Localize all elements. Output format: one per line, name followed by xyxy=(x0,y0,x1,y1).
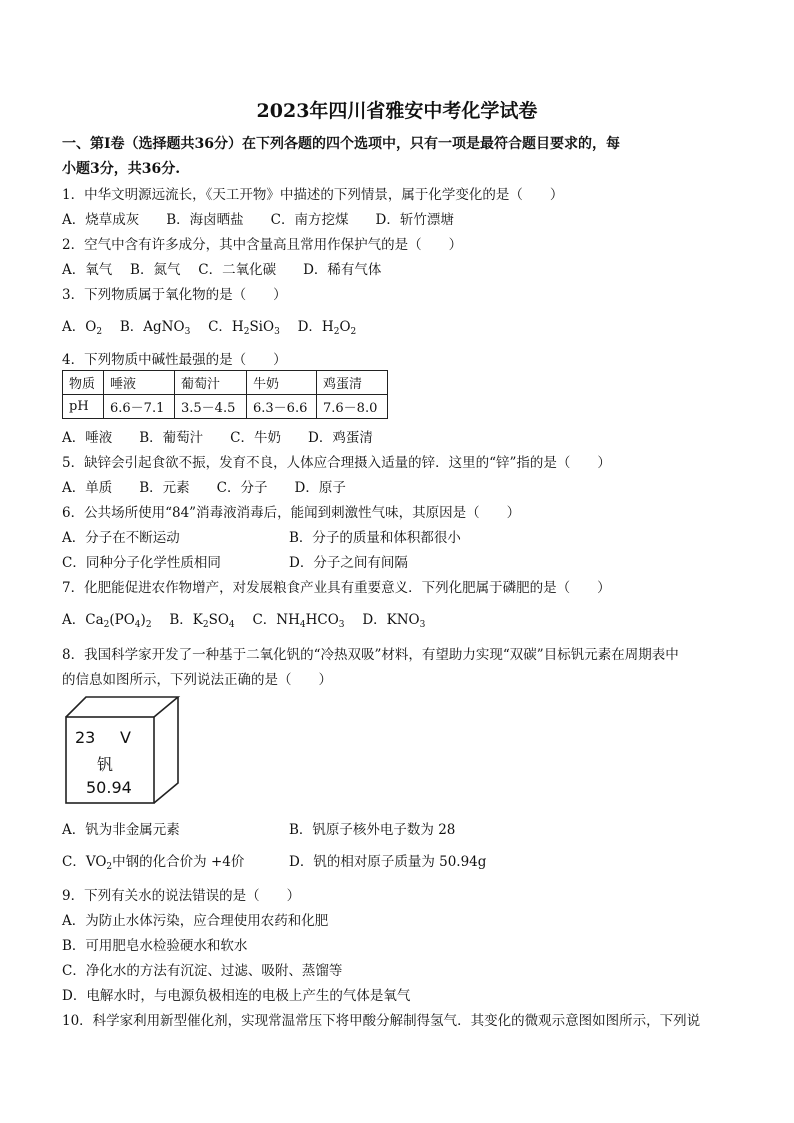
ph-table xyxy=(62,370,388,419)
table-cell: pH xyxy=(63,395,104,419)
question-1-stem: 1．中华文明源远流长，《天工开物》中描述的下列情景，属于化学变化的是（ ） xyxy=(62,187,564,203)
question-9-option-c: C．净化水的方法有沉淀、过滤、吸附、蒸馏等 xyxy=(62,963,343,979)
question-6-option-b: B．分子的质量和体积都很小 xyxy=(289,530,461,546)
page-title: 2023年四川省雅安中考化学试卷 xyxy=(256,100,538,122)
element-name: 钒 xyxy=(97,755,114,774)
table-cell: 葡萄汁 xyxy=(175,371,247,395)
question-3-options: A．$O_2$ B．AgNO$_3$ C．$H_2SiO_3$ D．$H_2O_2$ xyxy=(62,319,357,337)
section-heading-line1: 一、第Ⅰ卷（选择题共36分）在下列各题的四个选项中，只有一项是最符合题目要求的，每 xyxy=(62,136,621,152)
question-7-stem: 7．化肥能促进农作物增产，对发展粮食产业具有重要意义．下列化肥属于磷肥的是（ ） xyxy=(62,580,611,596)
element-symbol: V xyxy=(120,728,131,747)
element-atomic-number: 23 xyxy=(75,728,96,747)
question-9-option-b: B．可用肥皂水检验硬水和软水 xyxy=(62,938,248,954)
question-9-option-a: A．为防止水体污染，应合理使用农药和化肥 xyxy=(62,913,329,929)
table-cell: 6.3－6.6 xyxy=(247,395,317,419)
question-5-options: A．单质 B．元素 C．分子 D．原子 xyxy=(62,480,346,496)
question-9-option-d: D．电解水时，与电源负极相连的电极上产生的气体是氧气 xyxy=(62,988,411,1004)
question-7-options: A．$Ca_2(PO_4)_2$ B．$K_2SO_4$ C．$NH_4HCO_3$ D．$KNO_3$ xyxy=(62,612,426,630)
element-card-figure xyxy=(64,695,182,805)
question-4-options: A．唾液 B．葡萄汁 C．牛奶 D．鸡蛋清 xyxy=(62,430,373,446)
element-atomic-mass: 50.94 xyxy=(86,778,132,797)
question-6-option-c: C．同种分子化学性质相同 xyxy=(62,555,221,571)
question-9-stem: 9．下列有关水的说法错误的是（ ） xyxy=(62,888,301,904)
section-heading-line2: 小题3分，共36分. xyxy=(62,161,181,177)
question-6-stem: 6．公共场所使用“84”消毒液消毒后，能闻到刺激性气味，其原因是（ ） xyxy=(62,505,521,521)
question-6-option-a: A．分子在不断运动 xyxy=(62,530,180,546)
question-8-option-d: D．钒的相对原子质量为 50.94g xyxy=(289,854,487,870)
question-8-option-a: A．钒为非金属元素 xyxy=(62,822,180,838)
question-8-option-b: B．钒原子核外电子数为 28 xyxy=(289,822,456,838)
table-cell: 6.6－7.1 xyxy=(104,395,175,419)
question-8-stem-line1: 8．我国科学家开发了一种基于二氧化钒的“冷热双吸”材料，有望助力实现“双碳”目标钒元素在周期表中 xyxy=(62,647,679,663)
question-5-stem: 5．缺锌会引起食欲不振，发育不良，人体应合理摄入适量的锌．这里的“锌”指的是（ ） xyxy=(62,455,611,471)
table-cell: 牛奶 xyxy=(247,371,317,395)
table-row xyxy=(63,371,388,395)
table-row xyxy=(63,395,388,419)
question-1-options: A．烧草成灰 B．海卤晒盐 C．南方挖煤 D．斩竹漂塘 xyxy=(62,212,454,228)
question-10-stem: 10．科学家利用新型催化剂，实现常温常压下将甲酸分解制得氢气．其变化的微观示意图如图所示，下列说 xyxy=(62,1013,701,1029)
question-4-stem: 4．下列物质中碱性最强的是（ ） xyxy=(62,352,287,368)
table-cell: 3.5－4.5 xyxy=(175,395,247,419)
table-cell: 鸡蛋清 xyxy=(317,371,388,395)
question-8-stem-line2: 的信息如图所示，下列说法正确的是（ ） xyxy=(62,672,332,688)
question-6-option-d: D．分子之间有间隔 xyxy=(289,555,408,571)
table-cell: 7.6－8.0 xyxy=(317,395,388,419)
question-3-stem: 3．下列物质属于氧化物的是（ ） xyxy=(62,287,287,303)
table-cell: 物质 xyxy=(63,371,104,395)
question-2-options: A．氧气 B．氮气 C．二氧化碳 D．稀有气体 xyxy=(62,262,382,278)
table-cell: 唾液 xyxy=(104,371,175,395)
question-2-stem: 2．空气中含有许多成分，其中含量高且常用作保护气的是（ ） xyxy=(62,237,463,253)
question-8-option-c: C．$VO_2$中钢的化合价为 +4价 xyxy=(62,854,245,872)
